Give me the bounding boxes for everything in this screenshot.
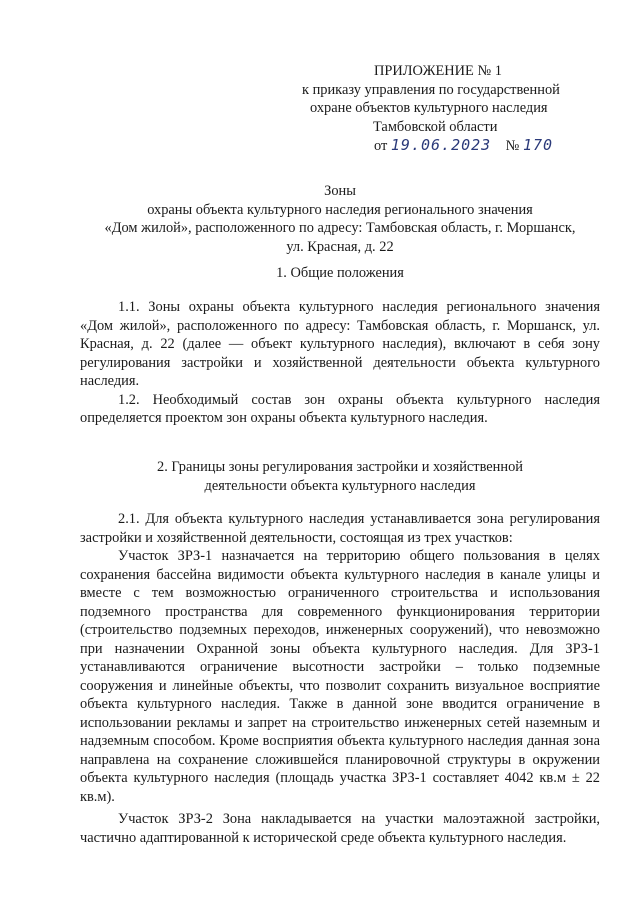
paragraph-1-1: 1.1. Зоны охраны объекта культурного наследия регионального значения «Дом жилой», расположенного по адресу: Тамбовская область, г. Моршанск, ул. Красная, д. 22 (далее — объект культурного наследия), включают в себя зону регулирования застройки и хозяйственной деятельности объекта культурного наследия. [80, 299, 600, 389]
paragraph-1-2: 1.2. Необходимый состав зон охраны объекта культурного наследия определяется проектом зон охраны объекта культурного наследия. [80, 391, 600, 426]
section-2-title-line-1: 2. Границы зоны регулирования застройки и хозяйственной [157, 459, 523, 475]
heading-line-4: ул. Красная, д. 22 [286, 238, 394, 255]
heading-line-3: «Дом жилой», расположенного по адресу: Тамбовская область, г. Моршанск, [104, 220, 576, 236]
section-1-title: 1. Общие положения [276, 265, 404, 281]
handwritten-date: 19.06.2023 [390, 136, 492, 154]
appendix-line-3: Тамбовской области [373, 118, 498, 135]
date-prefix: от [374, 138, 388, 154]
appendix-block [302, 62, 592, 156]
appendix-date-line [374, 136, 592, 156]
section-2-body [80, 510, 600, 847]
section-1-body [80, 298, 600, 428]
appendix-line-1: к приказу управления по государственной [302, 81, 560, 98]
document-heading [80, 182, 600, 256]
appendix-title: ПРИЛОЖЕНИЕ № 1 [374, 63, 502, 79]
section-2-title [80, 458, 600, 495]
number-prefix: № [505, 138, 520, 154]
paragraph-zrz-2: Участок ЗРЗ-2 Зона накладывается на участки малоэтажной застройки, частично адаптированной к исторической среде объекта культурного наследия. [80, 811, 600, 846]
section-2-title-line-2: деятельности объекта культурного наследия [204, 477, 476, 494]
handwritten-number: 170 [522, 136, 554, 154]
appendix-line-2: охране объектов культурного наследия [310, 100, 548, 116]
heading-line-2: охраны объекта культурного наследия регионального значения [147, 201, 533, 218]
paragraph-2-1: 2.1. Для объекта культурного наследия устанавливается зона регулирования застройки и хозяйственной деятельности, состоящая из трех участков: [80, 511, 600, 546]
heading-line-1: Зоны [324, 183, 356, 199]
paragraph-zrz-1: Участок ЗРЗ-1 назначается на территорию общего пользования в целях сохранения бассейна видимости объекта культурного наследия в канале улицы и вместе с тем возможностью ограниченного строительства и использования подземного пространства для современного функционирования территории (строительство подземных переходов, инженерных сооружений), что невозможно при назначении Охранной зоны объекта культурного наследия. Для ЗРЗ-1 устанавливаются ограничение высотности застройки – только подземные сооружения и линейные объекты, что позволит сохранить визуальное восприятие объекта культурного наследия. Также в данной зоне вводится ограничение в использовании рекламы и запрет на строительство инженерных сетей наземным и надземным способом. Кроме восприятия объекта культурного наследия данная зона направлена на сохранение сложившейся планировочной структуры в окружении объекта культурного наследия (площадь участка ЗРЗ-1 составляет 4042 кв.м ± 22 кв.м). [80, 548, 600, 805]
